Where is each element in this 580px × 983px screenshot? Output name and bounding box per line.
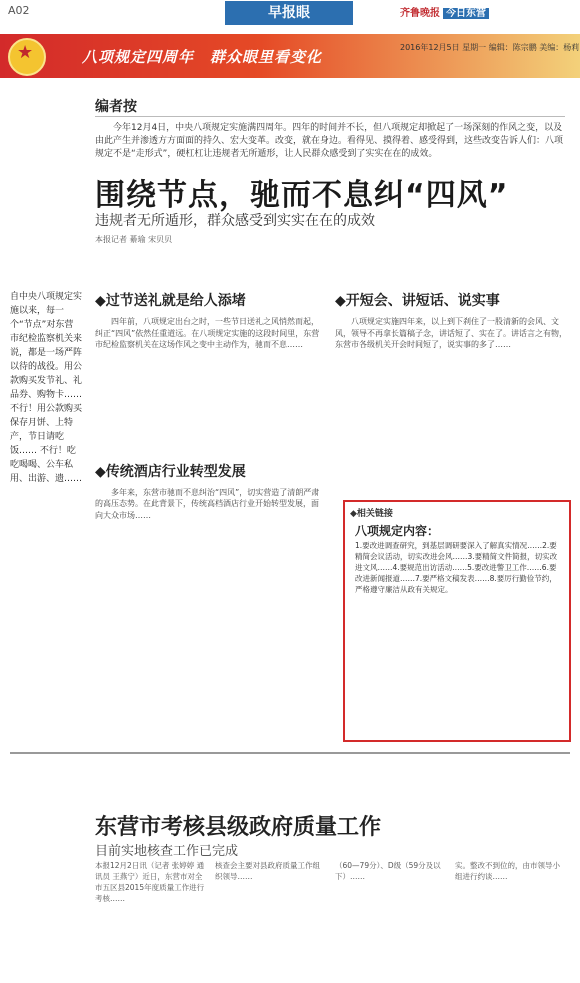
star-icon: ★ <box>17 42 34 63</box>
logo-sub: 今日东营 <box>443 8 489 19</box>
bottom-column: 实。整改不到位的，由市领导小组进行约谈…… <box>455 861 560 881</box>
main-headline: 围绕节点，驰而不息纠“四风” <box>95 178 509 213</box>
section-body: 四年前，八项规定出台之时，一些节日送礼之风悄然而起，纠正“四风”依然任重道远。在八项规定实施的这段时间里，东营市纪检监察机关在这场作风之变中主动作为，驰而不息…… <box>95 317 320 349</box>
column-right <box>335 290 570 351</box>
page-number: A02 <box>8 4 30 17</box>
section-heading: ◆开短会、讲短话、说实事 <box>335 293 500 309</box>
lead-column: 自中央八项规定实施以来，每一个“节点”对东营市纪检监察机关来说，都是一场严阵以待的战役。用公款购买发节礼、礼品券、购物卡……不行！用公款购买保存月饼、上特产，节日请吃饭…… 不行！吃吃喝喝、公车私用、出游、遗…… <box>10 292 83 484</box>
divider <box>10 752 570 754</box>
bottom-column: 核查会主要对县政府质量工作组织领导…… <box>215 861 320 881</box>
box-tag: ◆相关链接 <box>350 509 393 519</box>
spacer <box>95 351 325 461</box>
byline: 本报记者 綦瑜 宋贝贝 <box>95 235 173 244</box>
bottom-headline: 东营市考核县级政府质量工作 <box>95 815 382 840</box>
section-title: 早报眼 <box>225 1 353 25</box>
section-heading: ◆传统酒店行业转型发展 <box>95 463 246 480</box>
banner-title: 八项规定四周年 群众眼里看变化 <box>82 48 323 66</box>
section-heading: ◆过节送礼就是给人添堵 <box>95 293 246 309</box>
main-subhead: 违规者无所遁形，群众感受到实实在在的成效 <box>95 213 375 229</box>
section-body: 八项规定实施四年来，以上到下刹住了一股清新的会风、文风，领导不再拿长篇稿子念，讲话短了、实在了。讲话言之有物，东营市各级机关开会时间短了，说实事的多了…… <box>335 317 567 349</box>
section-body: 多年来，东营市驰而不息纠治“四风”，切实营造了清朗严肃的高压态势。在此背景下，传统高档酒店行业开始转型发展，面向大众市场…… <box>95 487 320 520</box>
logo-main: 齐鲁晚报 <box>400 8 440 19</box>
editor-note-text: 今年12月4日，中央八项规定实施满四周年。四年的时间并不长，但八项规定却掀起了一场深刻的作风之变，以及由此产生并渗透方方面面的持久、宏大变革。改变，就在身边。看得见、摸得着、感受得到，这些改变告诉人们：八项规定不是“走形式”，硬杠杠让违规者无所遁形，让人民群众感受到了实实在在的成效。 <box>95 123 564 159</box>
box-title: 八项规定内容： <box>355 524 440 538</box>
bottom-subhead: 目前实地核查工作已完成 <box>95 844 239 859</box>
bottom-column: （60—79分）、D级（59分及以下）…… <box>335 861 441 881</box>
editor-note-label: 编者按 <box>95 99 137 115</box>
dateline: 2016年12月5日 星期一 编辑：陈宗鹏 美编：杨莉 <box>400 43 580 52</box>
column-middle <box>95 290 325 521</box>
divider <box>95 116 565 117</box>
paper-logo <box>400 4 489 19</box>
box-body: 1.要改进调查研究，到基层调研要深入了解真实情况……2.要精简会议活动，切实改进会风……3.要精简文件简报，切实改进文风……4.要规范出访活动……5.要改进警卫工作……6.要改进新闻报道……7.要严格文稿发表……8.要厉行勤俭节约，严格遵守廉洁从政有关规定。 <box>355 541 558 594</box>
bottom-column: 本报12月2日讯（记者 张婷婷 通讯员 王燕宁）近日，东营市对全市五区县2015年度质量工作进行考核…… <box>95 861 205 903</box>
